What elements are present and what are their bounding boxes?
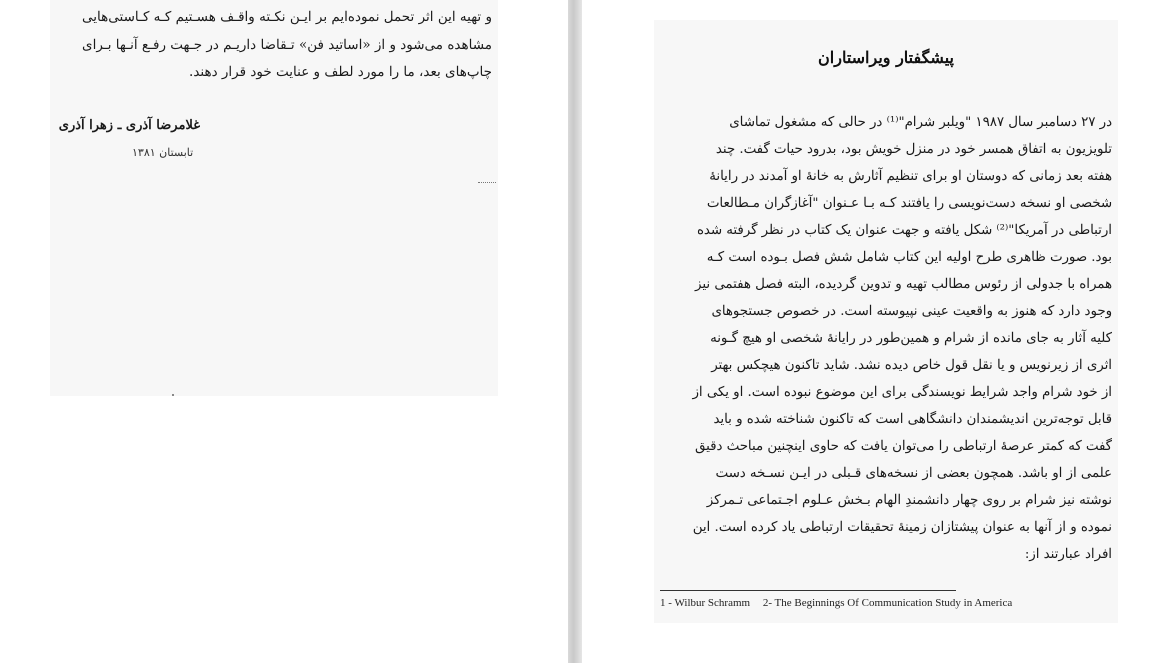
footnote-divider [660, 590, 956, 591]
left-page-scan [50, 0, 498, 396]
paragraph-line: از خود شرام واجد شرایط نویسندگی برای این موضوع نبوده است. او یکی از [692, 385, 1112, 400]
footnotes [660, 597, 1116, 609]
signature-date: تابستان ۱۳۸۱ [132, 146, 194, 159]
scan-speck [478, 182, 496, 185]
paragraph-line: و تهیه این اثر تحمل نموده‌ایم بر ایـن نکـته واقـف هسـتیم کـه کـاستی‌هایی [82, 9, 492, 25]
paragraph-line: چاپ‌های بعد، ما را مورد لطف و عنایت خود قرار دهند. [189, 64, 492, 80]
paragraph-line: قابل توجه‌ترین اندیشمندان دانشگاهی است که تاکنون شناخته شده و باید [713, 412, 1112, 427]
right-page-scan [654, 20, 1118, 623]
paragraph-line: در ۲۷ دسامبر سال ۱۹۸۷ "ویلبر شرام"⁽¹⁾ در حالی که مشغول تماشای [729, 115, 1112, 130]
left-page [0, 0, 568, 663]
paragraph-line: نوشته نیز شرام بر روی چهار دانشمندِ الهام بـخش عـلوم اجـتماعی تـمرکز [706, 493, 1112, 508]
page-title: پیشگفتار ویراستاران [818, 48, 954, 67]
footnote-2: 2- The Beginnings Of Communication Study in America [762, 597, 1013, 609]
page-gutter [568, 0, 582, 663]
footnote-1: 1 - Wilbur Schramm [660, 597, 751, 609]
paragraph-line: کلیه آثار به جای مانده از شرام و همین‌طور در رایانهٔ شخصی او هیچ گـونه [710, 331, 1112, 346]
paragraph-line: بود. صورت ظاهری طرح اولیه این کتاب شامل شش فصل بـوده است کـه [706, 250, 1112, 265]
paragraph-line: ارتباطی در آمریکا"⁽²⁾ شکل یافته و جهت عنوان یک کتاب در نظر گرفته شده [696, 223, 1112, 238]
left-page-paragraph [56, 4, 492, 87]
paragraph-line: اثری از زیرنویس و یا نقل قول خاص دیده نشد. شاید تاکنون هیچکس بهتر [711, 358, 1112, 373]
paragraph-line: نموده و از آنها به عنوان پیشتازان زمینهٔ تحقیقات ارتباطی یاد کرده است. این [692, 520, 1112, 535]
paragraph-line: وجود دارد که هنوز به واقعیت عینی نپیوسته است. در خصوص جستجوهای [711, 304, 1112, 319]
right-page-paragraph [660, 109, 1112, 568]
paragraph-line: افراد عبارتند از: [1024, 547, 1112, 562]
scan-speck [172, 394, 174, 396]
paragraph-line: مشاهده می‌شود و از «اساتید فن» تـقاضا داریـم در جـهت رفـع آنـها بـرای [82, 36, 492, 53]
paragraph-line: علمی از او باشد. همچون بعضی از نسخه‌های قـبلی در ایـن نسـخه دست [715, 466, 1112, 481]
signature: غلامرضا آذری ـ زهرا آذری [58, 118, 200, 133]
paragraph-line: همراه با جدولی از رئوس مطالب تهیه و تدوین گردیده، البته فصل هفتمی نیز [695, 277, 1112, 292]
paragraph-line: تلویزیون به اتفاق همسر خود در منزل خویش بود، بدرود حیات گفت. چند [715, 142, 1112, 157]
paragraph-line: شخصی او نسخه دست‌نویسی را یافتند کـه بـا عـنوان "آغازگران مـطالعات [706, 196, 1112, 211]
paragraph-line: گفت که کمتر عرصهٔ ارتباطی را می‌توان یافت که حاوی اینچنین مباحث دقیق [695, 439, 1112, 454]
paragraph-line: هفته بعد زمانی که دوستان او برای تنظیم آثارش به خانهٔ او آمدند در رایانهٔ [709, 169, 1112, 184]
right-page [582, 0, 1153, 663]
